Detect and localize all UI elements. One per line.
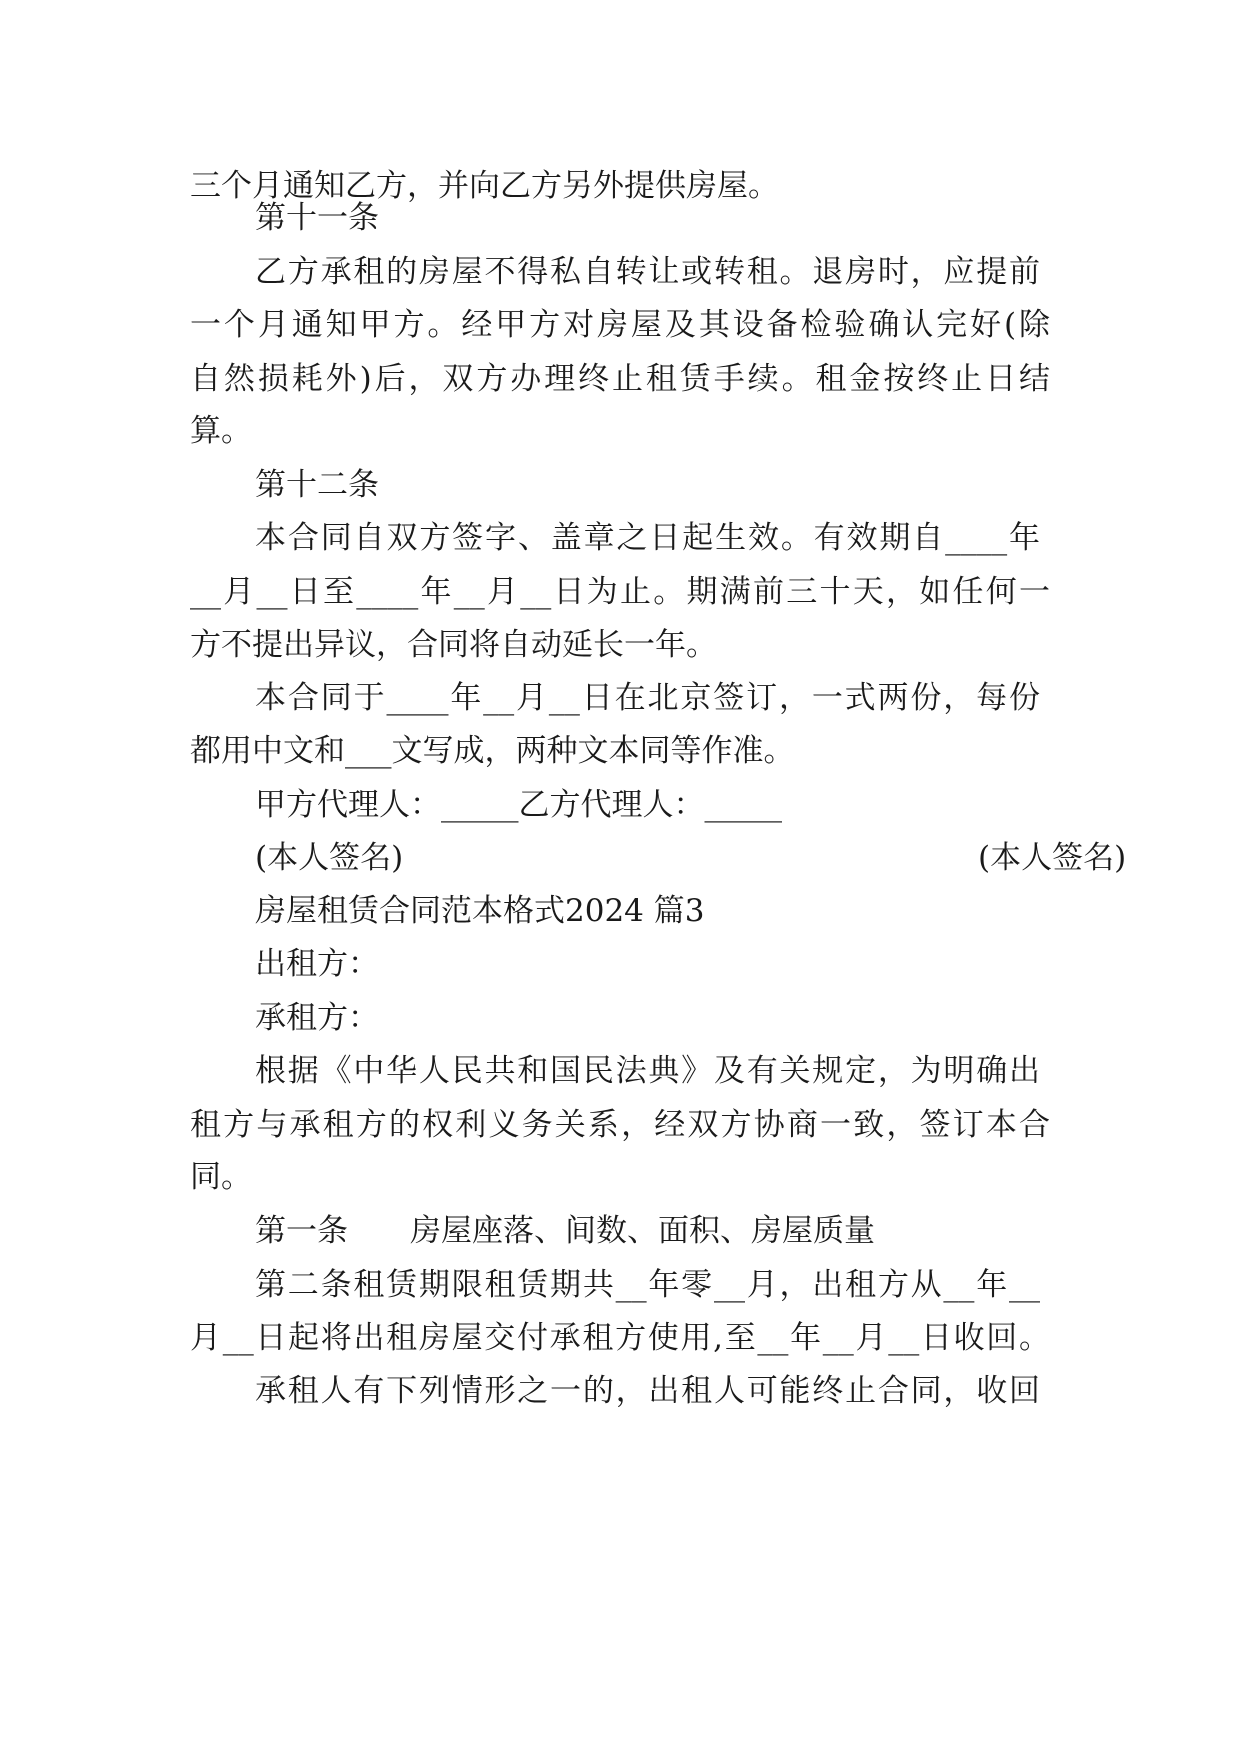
body-text-line: 乙方承租的房屋不得私自转让或转租。退房时，应提前 [255,254,1040,290]
body-text-line: __月__日至____年__月__日为止。期满前三十天，如任何一 [190,574,1050,610]
clause-heading: 第十二条 [255,467,379,503]
body-text-line: 月__日起将出租房屋交付承租方使用,至__年__月__日收回。 [190,1320,1050,1356]
clause-heading: 第十一条 [255,200,379,236]
signature-row [255,838,1127,878]
body-text-line: 方不提出异议，合同将自动延长一年。 [190,627,717,663]
body-text-line: 同。 [190,1159,252,1195]
body-text-line: 都用中文和___文写成，两种文本同等作准。 [190,733,795,769]
section-title: 房屋租赁合同范本格式2024 篇3 [255,893,705,929]
body-text-line: 租方与承租方的权利义务关系，经双方协商一致，签订本合 [190,1107,1050,1143]
body-text-line: 第二条租赁期限租赁期共__年零__月，出租方从__年__ [255,1267,1040,1303]
body-text-line: 一个月通知甲方。经甲方对房屋及其设备检验确认完好(除 [190,307,1050,343]
clause-heading: 第一条 房屋座落、间数、面积、房屋质量 [255,1213,875,1249]
body-text-line: 算。 [190,413,252,449]
agent-signature-line: 甲方代理人：_____乙方代理人：_____ [255,787,782,823]
body-text-line: 本合同于____年__月__日在北京签订，一式两份，每份 [255,680,1040,716]
party-field-lessor: 出租方： [255,946,379,982]
signature-note-left: (本人签名) [255,840,404,876]
body-text-line: 本合同自双方签字、盖章之日起生效。有效期自____年 [255,520,1040,556]
body-text-line: 根据《中华人民共和国民法典》及有关规定，为明确出 [255,1053,1040,1089]
signature-note-right: (本人签名) [978,840,1127,876]
body-text-line: 承租人有下列情形之一的，出租人可能终止合同，收回 [255,1373,1040,1409]
body-text-line: 三个月通知乙方，并向乙方另外提供房屋。 [190,168,779,204]
body-text-line: 自然损耗外)后，双方办理终止租赁手续。租金按终止日结 [190,361,1050,397]
party-field-lessee: 承租方： [255,1000,379,1036]
